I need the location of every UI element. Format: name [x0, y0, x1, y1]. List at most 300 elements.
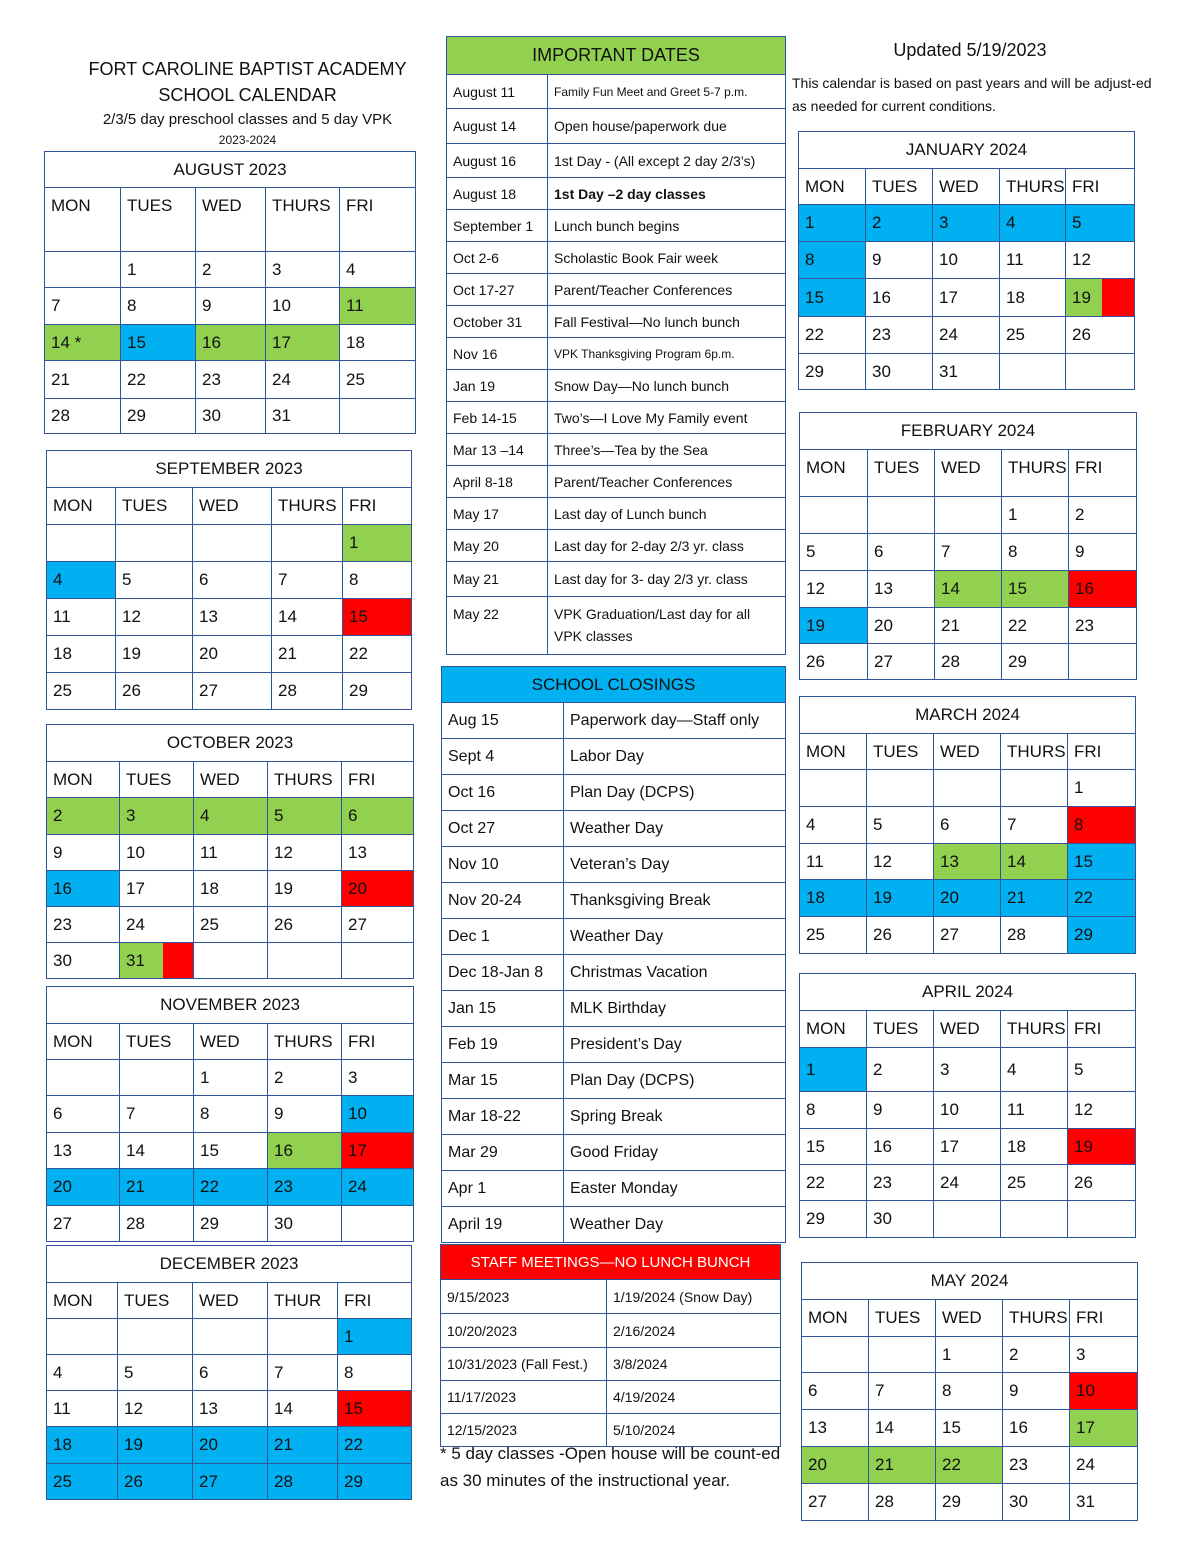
day-cell [934, 1201, 1001, 1238]
day-cell: 17 [120, 871, 194, 907]
day-cell: 11 [47, 599, 116, 636]
day-cell: 13 [193, 1391, 268, 1427]
day-cell: 8 [800, 1092, 867, 1129]
important-date-row [447, 338, 786, 370]
day-cell: 15 [800, 1129, 867, 1165]
day-cell: 7 [120, 1096, 194, 1133]
day-cell: 5 [800, 534, 868, 571]
day-cell: 8 [194, 1096, 268, 1133]
weekday-header: MON [800, 734, 867, 770]
important-date-row [447, 144, 786, 178]
day-cell: 24 [342, 1169, 414, 1206]
important-date-row [447, 370, 786, 402]
day-cell: 1 [1002, 497, 1069, 534]
weekday-header: MON [800, 450, 868, 497]
day-cell: 20 [47, 1169, 120, 1206]
day-cell: 28 [45, 399, 121, 434]
important-date-date: August 14 [447, 109, 548, 144]
weekday-header: THURS [1001, 734, 1068, 770]
week-row [47, 599, 412, 636]
day-cell: 4 [194, 798, 268, 835]
week-row [47, 1355, 412, 1391]
day-cell: 23 [47, 907, 120, 943]
calendar-header [60, 56, 435, 148]
day-cell: 29 [1068, 917, 1136, 954]
week-row [47, 1169, 414, 1206]
important-date-row [447, 109, 786, 144]
day-cell [1069, 644, 1137, 680]
day-cell: 6 [934, 807, 1001, 844]
day-cell: 24 [1070, 1447, 1138, 1484]
day-cell: 14 [272, 599, 343, 636]
important-date-event: Last day for 3- day 2/3 yr. class [548, 562, 786, 597]
day-cell: 22 [1002, 608, 1069, 644]
day-cell: 6 [47, 1096, 120, 1133]
day-cell: 24 [266, 361, 340, 399]
school-closing-event: Spring Break [564, 1099, 786, 1135]
important-date-row [447, 242, 786, 274]
day-cell: 18 [800, 880, 867, 917]
month-calendar [46, 724, 414, 979]
day-cell: 1 [338, 1319, 412, 1355]
week-row [800, 571, 1137, 608]
day-cell [934, 770, 1001, 807]
staff-meeting-row [441, 1314, 781, 1348]
school-closing-date: Mar 15 [442, 1063, 564, 1099]
day-cell: 8 [1068, 807, 1136, 844]
school-closing-event: Plan Day (DCPS) [564, 1063, 786, 1099]
school-closing-row [442, 1099, 786, 1135]
week-row [47, 1096, 414, 1133]
day-cell: 7 [272, 562, 343, 599]
staff-meeting-row [441, 1280, 781, 1314]
day-cell: 15 [338, 1391, 412, 1427]
day-cell [268, 1319, 338, 1355]
important-date-row [447, 466, 786, 498]
school-closing-event: Weather Day [564, 811, 786, 847]
week-row [802, 1337, 1138, 1373]
day-cell: 1 [194, 1060, 268, 1096]
day-cell: 6 [868, 534, 935, 571]
important-date-event: VPK Graduation/Last day for all VPK classes [548, 597, 786, 655]
day-cell: 16 [268, 1133, 342, 1169]
day-cell: 19 [867, 880, 934, 917]
day-cell: 22 [1068, 880, 1136, 917]
day-cell: 22 [799, 317, 866, 354]
day-cell: 3 [1070, 1337, 1138, 1373]
day-cell: 1 [1068, 770, 1136, 807]
school-closing-event: Weather Day [564, 1207, 786, 1243]
day-cell: 12 [800, 571, 868, 608]
day-cell [800, 770, 867, 807]
school-closing-date: Nov 20-24 [442, 883, 564, 919]
day-cell [47, 525, 116, 562]
month-calendar [799, 696, 1136, 954]
day-cell: 4 [800, 807, 867, 844]
day-cell: 6 [193, 1355, 268, 1391]
day-cell: 28 [268, 1464, 338, 1500]
day-cell: 4 [340, 252, 416, 288]
weekday-header: TUES [867, 1011, 934, 1048]
day-cell: 30 [1003, 1484, 1070, 1521]
weekday-header: FRI [1068, 734, 1136, 770]
day-cell: 15 [343, 599, 412, 636]
day-cell [45, 252, 121, 288]
day-cell: 13 [47, 1133, 120, 1169]
day-cell: 29 [799, 354, 866, 390]
month-calendar [799, 973, 1136, 1238]
weekday-header: MON [47, 762, 120, 798]
calendar-note: This calendar is based on past years and will be adjust-ed as needed for current conditions. [792, 75, 1152, 114]
important-dates-title: IMPORTANT DATES [447, 37, 786, 75]
month-title: SEPTEMBER 2023 [47, 451, 412, 488]
week-row [45, 399, 416, 434]
school-closing-row [442, 811, 786, 847]
day-cell: 14 [120, 1133, 194, 1169]
school-closing-date: Mar 29 [442, 1135, 564, 1171]
important-date-row [447, 402, 786, 434]
day-cell: 7 [935, 534, 1002, 571]
day-cell: 23 [268, 1169, 342, 1206]
day-cell: 8 [936, 1373, 1003, 1410]
day-cell: 22 [800, 1165, 867, 1201]
day-cell: 26 [800, 644, 868, 680]
day-cell: 10 [342, 1096, 414, 1133]
important-date-date: Mar 13 –14 [447, 434, 548, 466]
day-cell: 22 [343, 636, 412, 673]
day-cell: 18 [1001, 1129, 1068, 1165]
day-cell: 12 [268, 835, 342, 871]
weekday-header: MON [800, 1011, 867, 1048]
school-closing-event: Veteran’s Day [564, 847, 786, 883]
school-closing-date: Feb 19 [442, 1027, 564, 1063]
weekday-header: TUES [118, 1283, 193, 1319]
week-row [800, 880, 1136, 917]
weekday-header: TUES [116, 488, 193, 525]
important-date-event: 1st Day - (All except 2 day 2/3’s) [548, 144, 786, 178]
week-row [799, 242, 1135, 279]
day-cell: 27 [868, 644, 935, 680]
day-cell [869, 1337, 936, 1373]
day-cell: 9 [1003, 1373, 1070, 1410]
month-title: FEBRUARY 2024 [800, 413, 1137, 450]
week-row [799, 354, 1135, 390]
weekday-header: TUES [121, 188, 196, 252]
month-title: NOVEMBER 2023 [47, 987, 414, 1024]
week-row [800, 497, 1137, 534]
day-cell: 5 [268, 798, 342, 835]
staff-meeting-date: 11/17/2023 [441, 1381, 607, 1414]
day-cell: 26 [268, 907, 342, 943]
day-cell [867, 770, 934, 807]
day-cell: 11 [800, 844, 867, 880]
important-date-date: Oct 17-27 [447, 274, 548, 306]
school-name: FORT CAROLINE BAPTIST ACADEMY [88, 59, 407, 79]
day-cell: 18 [47, 1427, 118, 1464]
month-title: DECEMBER 2023 [47, 1246, 412, 1283]
school-closing-date: Dec 1 [442, 919, 564, 955]
school-closing-row [442, 1027, 786, 1063]
weekday-header: TUES [867, 734, 934, 770]
week-row [47, 1391, 412, 1427]
important-date-date: August 16 [447, 144, 548, 178]
day-cell: 28 [935, 644, 1002, 680]
school-closing-row [442, 1135, 786, 1171]
week-row [799, 279, 1135, 317]
day-cell: 9 [867, 1092, 934, 1129]
day-cell: 3 [342, 1060, 414, 1096]
day-cell [1068, 1201, 1136, 1238]
month-calendar [46, 450, 412, 710]
weekday-header: WED [194, 1024, 268, 1060]
week-row [47, 636, 412, 673]
day-cell: 13 [342, 835, 414, 871]
school-closing-date: Apr 1 [442, 1171, 564, 1207]
footnote: * 5 day classes -Open house will be count-ed as 30 minutes of the instructional year. [440, 1444, 781, 1490]
day-cell: 25 [1000, 317, 1066, 354]
school-closing-row [442, 847, 786, 883]
day-cell: 12 [1066, 242, 1135, 279]
day-cell: 18 [47, 636, 116, 673]
important-date-event: 1st Day –2 day classes [548, 178, 786, 210]
week-row [47, 835, 414, 871]
day-cell: 1 [799, 205, 866, 242]
school-closings-table [441, 666, 786, 1243]
weekday-header: THURS [1001, 1011, 1068, 1048]
school-closing-row [442, 1063, 786, 1099]
school-closing-date: Sept 4 [442, 739, 564, 775]
weekday-header: TUES [120, 1024, 194, 1060]
day-cell: 18 [194, 871, 268, 907]
day-cell: 21 [45, 361, 121, 399]
day-cell: 14 [1001, 844, 1068, 880]
week-row [47, 1133, 414, 1169]
day-cell: 4 [1001, 1048, 1068, 1092]
day-cell [193, 1319, 268, 1355]
day-cell: 15 [936, 1410, 1003, 1447]
week-row [800, 644, 1137, 680]
weekday-header: TUES [120, 762, 194, 798]
day-cell: 8 [799, 242, 866, 279]
day-cell: 10 [266, 288, 340, 325]
week-row [799, 205, 1135, 242]
day-cell: 29 [1002, 644, 1069, 680]
day-cell: 27 [47, 1206, 120, 1242]
day-cell: 3 [266, 252, 340, 288]
day-cell [1066, 279, 1135, 317]
day-cell: 1 [800, 1048, 867, 1092]
day-cell: 9 [1069, 534, 1137, 571]
month-calendar [798, 131, 1135, 390]
day-cell: 15 [1002, 571, 1069, 608]
day-cell: 16 [1069, 571, 1137, 608]
day-cell: 26 [118, 1464, 193, 1500]
important-date-date: October 31 [447, 306, 548, 338]
day-cell: 19 [268, 871, 342, 907]
day-cell: 29 [121, 399, 196, 434]
day-cell [802, 1337, 869, 1373]
weekday-header: WED [934, 1011, 1001, 1048]
day-cell [47, 1319, 118, 1355]
weekday-header: THURS [1003, 1300, 1070, 1337]
important-date-event: Last day of Lunch bunch [548, 498, 786, 530]
day-cell: 9 [866, 242, 933, 279]
day-cell: 23 [1069, 608, 1137, 644]
school-closing-row [442, 1207, 786, 1243]
day-cell: 20 [934, 880, 1001, 917]
day-cell: 25 [340, 361, 416, 399]
school-closing-event: Weather Day [564, 919, 786, 955]
day-cell: 21 [120, 1169, 194, 1206]
month-calendar [46, 1245, 412, 1500]
important-date-date: Jan 19 [447, 370, 548, 402]
day-cell [342, 943, 414, 979]
day-cell: 2 [866, 205, 933, 242]
day-cell: 26 [1068, 1165, 1136, 1201]
day-cell: 14 [935, 571, 1002, 608]
day-cell: 29 [800, 1201, 867, 1238]
day-cell [120, 943, 194, 979]
day-cell: 7 [1001, 807, 1068, 844]
school-closing-row [442, 775, 786, 811]
day-cell: 12 [867, 844, 934, 880]
day-cell: 9 [196, 288, 266, 325]
week-row [47, 798, 414, 835]
weekday-header: MON [45, 188, 121, 252]
day-cell: 20 [342, 871, 414, 907]
day-cell [194, 943, 268, 979]
day-cell: 28 [272, 673, 343, 710]
day-cell: 6 [342, 798, 414, 835]
day-cell: 17 [1070, 1410, 1138, 1447]
important-date-event: Parent/Teacher Conferences [548, 274, 786, 306]
day-cell [868, 497, 935, 534]
day-cell [1001, 770, 1068, 807]
weekday-header: THURS [268, 762, 342, 798]
day-cell: 23 [1003, 1447, 1070, 1484]
staff-meetings-table [440, 1244, 781, 1447]
day-cell: 12 [118, 1391, 193, 1427]
important-date-event: Lunch bunch begins [548, 210, 786, 242]
day-cell: 23 [867, 1165, 934, 1201]
week-row [45, 325, 416, 361]
day-cell: 27 [342, 907, 414, 943]
day-cell: 5 [1068, 1048, 1136, 1092]
day-cell: 2 [196, 252, 266, 288]
weekday-header: WED [933, 169, 1000, 205]
important-date-event: Snow Day—No lunch bunch [548, 370, 786, 402]
week-row [800, 534, 1137, 571]
important-date-row [447, 562, 786, 597]
day-number: 31 [126, 950, 145, 970]
important-date-date: May 20 [447, 530, 548, 562]
day-cell: 2 [867, 1048, 934, 1092]
day-cell: 16 [196, 325, 266, 361]
weekday-header: THURS [1002, 450, 1069, 497]
weekday-header: WED [193, 488, 272, 525]
month-calendar [801, 1262, 1138, 1521]
important-date-event: Three’s—Tea by the Sea [548, 434, 786, 466]
day-cell: 17 [934, 1129, 1001, 1165]
calendar-subtitle: 2/3/5 day preschool classes and 5 day VPK [102, 111, 393, 128]
day-cell: 29 [194, 1206, 268, 1242]
important-date-row [447, 597, 786, 655]
important-date-event: Two’s—I Love My Family event [548, 402, 786, 434]
day-cell: 19 [116, 636, 193, 673]
day-cell: 22 [338, 1427, 412, 1464]
weekday-header: WED [936, 1300, 1003, 1337]
day-cell: 15 [194, 1133, 268, 1169]
important-date-event: Scholastic Book Fair week [548, 242, 786, 274]
day-cell [800, 497, 868, 534]
day-cell: 28 [1001, 917, 1068, 954]
day-cell: 28 [869, 1484, 936, 1521]
weekday-header: WED [934, 734, 1001, 770]
week-row [800, 1048, 1136, 1092]
school-closing-event: Labor Day [564, 739, 786, 775]
staff-meeting-event: 5/10/2024 [607, 1414, 781, 1447]
day-cell: 31 [1070, 1484, 1138, 1521]
day-cell: 25 [800, 917, 867, 954]
month-calendar [799, 412, 1137, 680]
school-closing-date: Nov 10 [442, 847, 564, 883]
week-row [802, 1484, 1138, 1521]
week-row [799, 317, 1135, 354]
day-cell: 25 [1001, 1165, 1068, 1201]
day-cell: 1 [121, 252, 196, 288]
day-cell: 30 [867, 1201, 934, 1238]
school-closing-row [442, 991, 786, 1027]
day-cell: 3 [933, 205, 1000, 242]
day-cell [340, 399, 416, 434]
school-closing-row [442, 739, 786, 775]
month-title: AUGUST 2023 [45, 152, 416, 188]
weekday-header: WED [935, 450, 1002, 497]
important-date-date: May 17 [447, 498, 548, 530]
weekday-header: FRI [1066, 169, 1135, 205]
school-closing-row [442, 703, 786, 739]
day-cell: 27 [193, 1464, 268, 1500]
day-cell [120, 1060, 194, 1096]
month-title: MARCH 2024 [800, 697, 1136, 734]
important-date-date: September 1 [447, 210, 548, 242]
school-closing-event: Christmas Vacation [564, 955, 786, 991]
day-cell: 16 [867, 1129, 934, 1165]
red-highlight-marker [163, 943, 193, 978]
school-closing-event: President’s Day [564, 1027, 786, 1063]
school-closing-event: MLK Birthday [564, 991, 786, 1027]
weekday-header: THURS [1000, 169, 1066, 205]
important-date-event: Parent/Teacher Conferences [548, 466, 786, 498]
day-cell: 13 [193, 599, 272, 636]
day-cell: 2 [47, 798, 120, 835]
school-closing-event: Paperwork day—Staff only [564, 703, 786, 739]
day-cell [342, 1206, 414, 1242]
red-highlight-marker [1102, 279, 1134, 316]
week-row [800, 770, 1136, 807]
weekday-header: MON [47, 1283, 118, 1319]
day-cell: 21 [268, 1427, 338, 1464]
day-cell: 29 [936, 1484, 1003, 1521]
day-cell: 10 [934, 1092, 1001, 1129]
day-cell: 22 [121, 361, 196, 399]
important-date-event: VPK Thanksgiving Program 6p.m. [548, 338, 786, 370]
day-cell: 10 [1070, 1373, 1138, 1410]
day-cell: 18 [340, 325, 416, 361]
important-date-event: Family Fun Meet and Greet 5-7 p.m. [548, 75, 786, 109]
day-cell: 2 [1003, 1337, 1070, 1373]
day-cell: 30 [268, 1206, 342, 1242]
